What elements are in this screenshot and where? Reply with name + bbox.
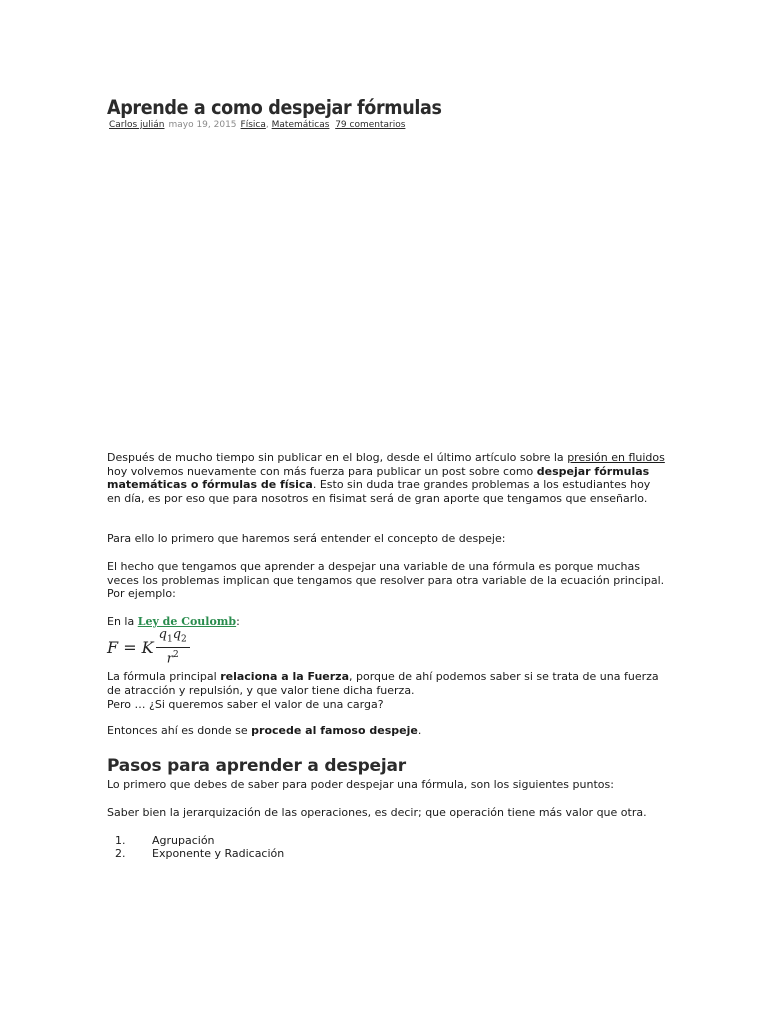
post-date: mayo 19, 2015: [168, 120, 237, 130]
list-item: 1. Agrupación: [115, 833, 215, 847]
ley-coulomb-link[interactable]: Ley de Coulomb: [137, 614, 237, 628]
article-body: [107, 451, 667, 861]
formula-fraction: [156, 628, 190, 666]
comments-link[interactable]: 79 comentarios: [335, 120, 406, 130]
category-link-matematicas[interactable]: Matemáticas: [271, 120, 330, 130]
list-item: 2. Exponente y Radicación: [115, 847, 285, 861]
concept-paragraph: Para ello lo primero que haremos será entender el concepto de despeje:: [107, 532, 506, 546]
hecho-paragraph: El hecho que tengamos que aprender a despejar una variable de una fórmula es porque muchas veces los problemas implican que tengamos que resolver para otra variable de la ecuación principal. Por ejemplo:: [107, 559, 665, 601]
formula-lhs: F = K: [107, 637, 154, 657]
category-link-fisica[interactable]: Física: [240, 120, 266, 130]
intro-paragraph: Después de mucho tiempo sin publicar en el blog, desde el último artículo sobre la presión en fluidos hoy volvemos nuevamente con más fuerza para publicar un post sobre como despejar fórmulas matemáticas o fórmulas de física. Esto sin duda trae grandes problemas a los estudiantes hoy en día, es por eso que para nosotros en fisimat será de gran aporte que tengamos que enseñarlo.: [107, 451, 665, 505]
entonces-paragraph: Entonces ahí es donde se procede al famoso despeje.: [107, 724, 422, 738]
author-link[interactable]: Carlos julián: [109, 120, 165, 130]
section-heading: Pasos para aprender a despejar: [107, 755, 406, 776]
intro-bold: despejar fórmulas matemáticas o fórmulas de física: [107, 464, 650, 492]
presion-fluidos-link[interactable]: presión en fluidos: [567, 451, 665, 464]
coulomb-paragraph: En la Ley de Coulomb:: [107, 614, 240, 628]
section-paragraph-2: Saber bien la jerarquización de las operaciones, es decir; que operación tiene más valor que otra.: [107, 805, 647, 819]
article-meta: [109, 120, 405, 130]
pero-paragraph: Pero … ¿Si queremos saber el valor de una carga?: [107, 697, 384, 711]
section-paragraph-1: Lo primero que debes de saber para poder despejar una fórmula, son los siguientes puntos:: [107, 778, 614, 792]
category-separator: ,: [265, 120, 269, 130]
article-title: Aprende a como despejar fórmulas: [107, 96, 442, 119]
formula-numerator: $q_1q_2$: [156, 628, 190, 648]
steps-list: [107, 834, 667, 861]
formula-denominator: $r^2$: [166, 649, 179, 667]
fuerza-paragraph: La fórmula principal relaciona a la Fuerza, porque de ahí podemos saber si se trata de una fuerza de atracción y repulsión, y que valor tiene dicha fuerza.: [107, 670, 659, 697]
coulomb-formula: [107, 627, 667, 667]
